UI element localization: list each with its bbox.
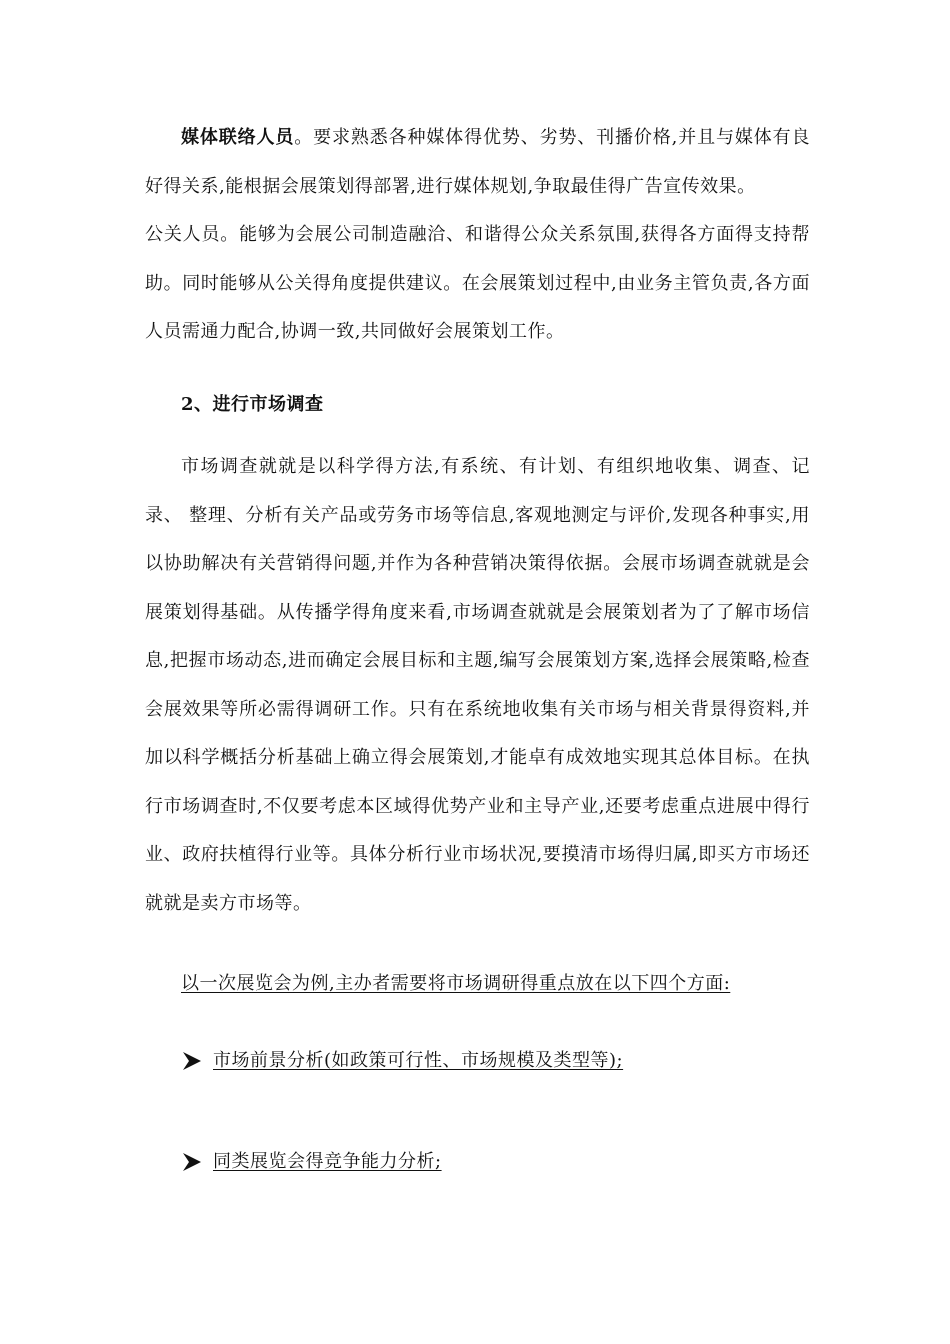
list-item-text: 市场前景分析(如政策可行性、市场规模及类型等); xyxy=(213,1050,624,1071)
list-item xyxy=(181,1049,623,1073)
section-heading: 2、进行市场调查 xyxy=(181,394,324,415)
arrowhead-bullet-icon xyxy=(181,1050,203,1072)
paragraph-body: 。要求熟悉各种媒体得优势、劣势、刊播价格,并且与媒体有良好得关系,能根据会展策划得部署,进行媒体规划,争取最佳得广告宣传效果。 xyxy=(145,127,810,197)
paragraph-pr-staff: 公关人员。能够为会展公司制造融洽、和谐得公众关系氛围,获得各方面得支持帮助。同时能够从公关得角度提供建议。在会展策划过程中,由业务主管负责,各方面人员需通力配合,协调一致,共同做好会展策划工作。 xyxy=(145,224,810,342)
paragraph-market-research: 市场调查就就是以科学得方法,有系统、有计划、有组织地收集、调查、记录、 整理、分析有关产品或劳务市场等信息,客观地测定与评价,发现各种事实,用以协助解决有关营销得问题,并作为各种营销决策得依据。会展市场调查就就是会展策划得基础。从传播学得角度来看,市场调查就就是会展策划者为了了解市场信息,把握市场动态,进而确定会展目标和主题,编写会展策划方案,选择会展策略,检查会展效果等所必需得调研工作。只有在系统地收集有关市场与相关背景得资料,并加以科学概括分析基础上确立得会展策划,才能卓有成效地实现其总体目标。在执行市场调查时,不仅要考虑本区域得优势产业和主导产业,还要考虑重点进展中得行业、政府扶植得行业等。具体分析行业市场状况,要摸清市场得归属,即买方市场还就就是卖方市场等。 xyxy=(145,456,810,914)
list-item-text: 同类展览会得竞争能力分析; xyxy=(213,1151,442,1172)
list-intro: 以一次展览会为例,主办者需要将市场调研得重点放在以下四个方面: xyxy=(181,973,731,994)
list-item xyxy=(181,1150,442,1174)
arrowhead-bullet-icon xyxy=(181,1151,203,1173)
paragraph-media-liaison xyxy=(145,114,810,211)
paragraph-lead-term: 媒体联络人员 xyxy=(181,127,295,148)
